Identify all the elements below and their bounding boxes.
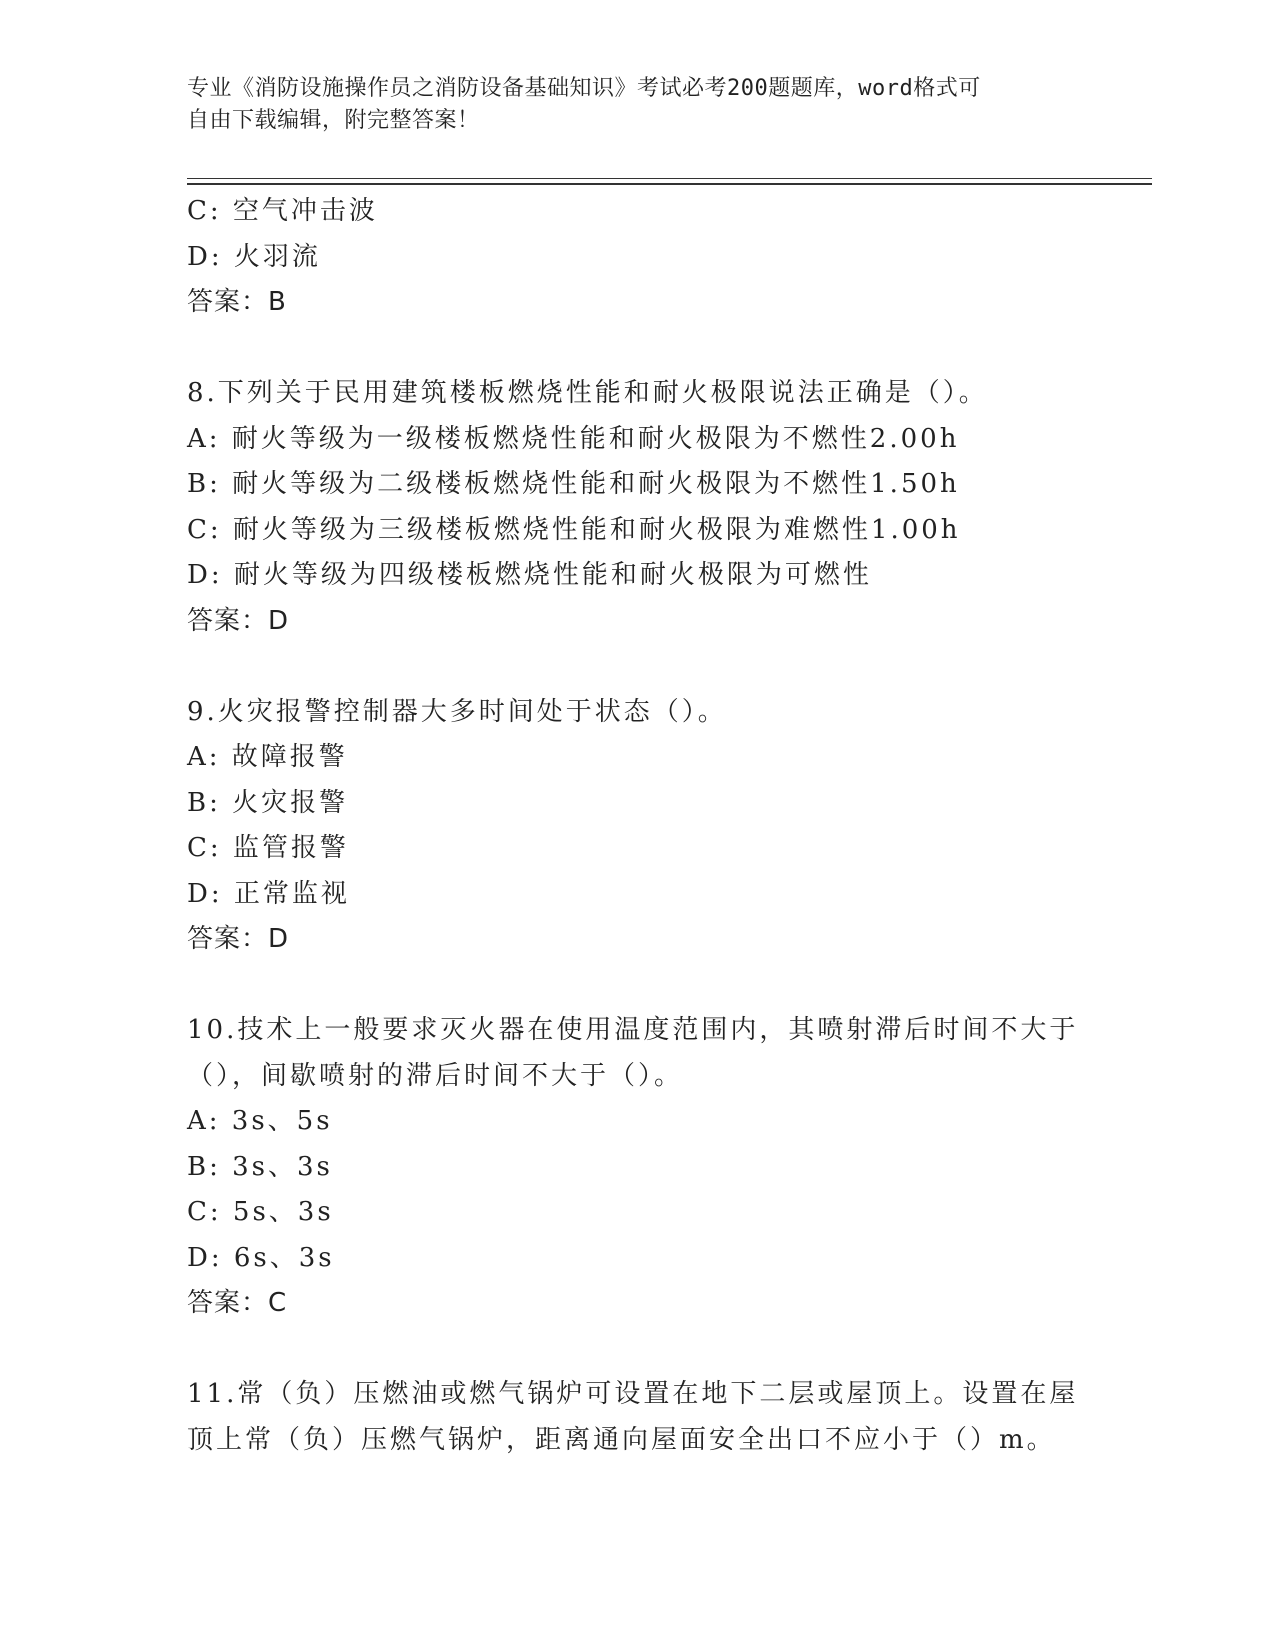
question-9 (187, 690, 1087, 963)
answer-line: 答案：C (187, 1288, 288, 1318)
question-list (187, 189, 1087, 1463)
option-item: D: 正常监视 (187, 878, 350, 909)
option-item: B: 3s、3s (187, 1151, 333, 1182)
header-divider-thin (187, 178, 1152, 179)
carryover-block (187, 189, 1087, 326)
option-item: A: 故障报警 (187, 742, 348, 772)
option-item: C: 耐火等级为三级楼板燃烧性能和耐火极限为难燃性1.00h (187, 514, 961, 545)
question-11 (187, 1372, 1087, 1463)
document-header (187, 73, 1067, 137)
option-item: C: 5s、3s (187, 1197, 334, 1227)
option-item: A: 耐火等级为一级楼板燃烧性能和耐火极限为不燃性2.00h (187, 423, 960, 454)
header-divider-thick (187, 183, 1152, 185)
option-item: A: 3s、5s (187, 1106, 333, 1136)
question-text-line-1: 10.技术上一般要求灭火器在使用温度范围内，其喷射滞后时间不大于 (187, 1015, 1079, 1045)
question-text-line-1: 11.常（负）压燃油或燃气锅炉可设置在地下二层或屋顶上。设置在屋 (187, 1379, 1079, 1409)
header-line-1: 专业《消防设施操作员之消防设备基础知识》考试必考200题题库，word格式可 (187, 76, 981, 101)
option-item: C: 空气冲击波 (187, 196, 378, 226)
option-item: B: 火灾报警 (187, 787, 349, 818)
question-text-line-2: 顶上常（负）压燃气锅炉，距离通向屋面安全出口不应小于（）m。 (187, 1424, 1056, 1455)
question-text-line-2: （），间歇喷射的滞后时间不大于（）。 (187, 1060, 684, 1091)
option-item: C: 监管报警 (187, 833, 349, 863)
question-8 (187, 371, 1087, 644)
option-item: B: 耐火等级为二级楼板燃烧性能和耐火极限为不燃性1.50h (187, 469, 960, 499)
answer-line: 答案：B (187, 287, 287, 317)
option-item: D: 6s、3s (187, 1242, 335, 1273)
answer-line: 答案：D (187, 924, 290, 954)
option-item: D: 火羽流 (187, 241, 321, 272)
option-item: D: 耐火等级为四级楼板燃烧性能和耐火极限为可燃性 (187, 560, 872, 590)
question-text: 8.下列关于民用建筑楼板燃烧性能和耐火极限说法正确是（）。 (187, 378, 988, 408)
question-text: 9.火灾报警控制器大多时间处于状态（）。 (187, 696, 727, 727)
question-10 (187, 1008, 1087, 1327)
answer-line: 答案：D (187, 605, 290, 636)
header-line-2: 自由下载编辑，附完整答案！ (187, 108, 480, 133)
